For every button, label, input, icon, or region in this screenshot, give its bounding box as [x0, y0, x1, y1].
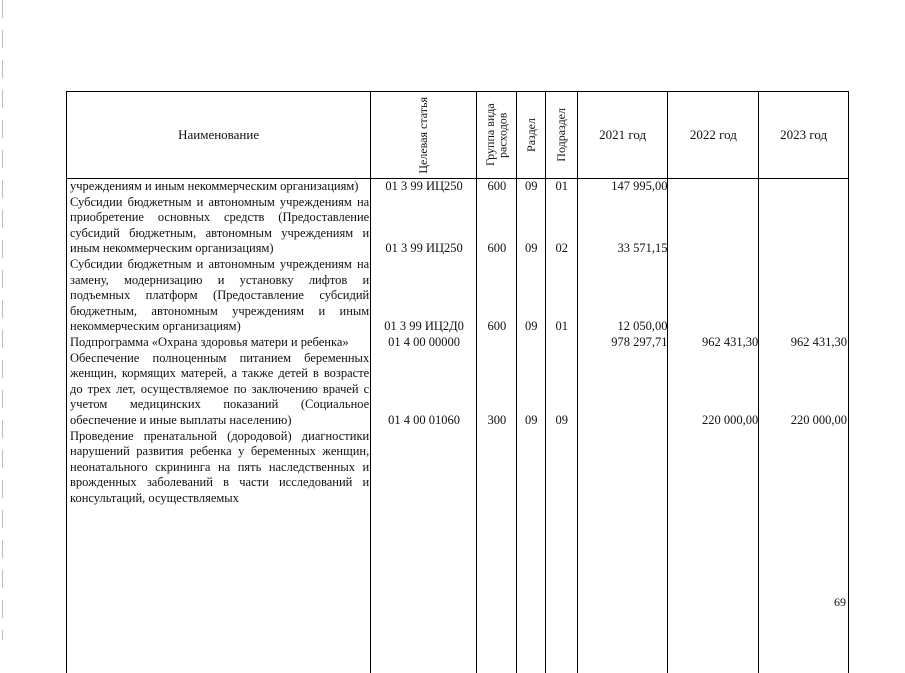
table-row: [67, 195, 848, 257]
row-name: Субсидии бюджетным и автономным учреждениям на приобретение основных средств (Предоставление субсидий бюджетным, автономным учреждениям и иным некоммерческим организациям): [70, 194, 370, 256]
row-group: 600: [487, 241, 507, 256]
page-number: 69: [834, 595, 846, 609]
row-name: Подпрограмма «Охрана здоровья матери и ребенка»: [70, 334, 349, 349]
row-2022: 962 431,30: [701, 334, 759, 349]
header-target: Целевая статья: [416, 96, 431, 174]
row-section: 09: [525, 241, 538, 256]
row-2021: 33 571,15: [617, 241, 668, 256]
row-target: 01 3 99 ИЦ250: [385, 179, 463, 193]
row-name: Субсидии бюджетным и автономным учреждениям на замену, модернизацию и установку лифтов и подъемных платформ (Предоставление субсидий бюджетным, автономным учреждениям и иным некоммерческим организациям): [70, 256, 370, 334]
row-section: 09: [525, 412, 538, 427]
row-target: 01 3 99 ИЦ2Д0: [384, 319, 464, 334]
row-2021: 147 995,00: [611, 179, 668, 193]
budget-table: [66, 91, 849, 673]
row-subsection: 01: [555, 319, 568, 334]
scan-edge-marks: [2, 0, 3, 640]
header-subsection: Подраздел: [553, 108, 568, 162]
row-subsection: 02: [555, 241, 568, 256]
row-target: 01 4 00 01060: [388, 412, 461, 427]
row-2023: 962 431,30: [790, 334, 847, 349]
header-2023: 2023 год: [780, 127, 828, 142]
row-section: 09: [525, 319, 538, 334]
row-name: учреждениям и иным некоммерческим организациям): [70, 179, 359, 193]
table-row: [67, 351, 848, 429]
table-header: [67, 92, 848, 179]
row-group: 300: [487, 412, 507, 427]
header-group: Группа вида расходов: [482, 103, 510, 167]
row-subsection: 09: [555, 412, 568, 427]
row-subsection: 01: [555, 179, 568, 193]
row-group: 600: [487, 179, 507, 193]
row-2021: 978 297,71: [611, 334, 668, 349]
row-2021: 12 050,00: [617, 319, 668, 334]
table-row: [67, 335, 848, 351]
row-section: 09: [525, 179, 538, 193]
table-row: [67, 429, 848, 507]
header-2021: 2021 год: [578, 92, 669, 178]
row-2023: 220 000,00: [790, 412, 847, 427]
header-2022: 2022 год: [668, 92, 759, 178]
header-section: Раздел: [523, 118, 538, 152]
table-body: [67, 179, 848, 673]
table-row: [67, 257, 848, 335]
table-row: [67, 179, 848, 195]
row-name: Обеспечение полноценным питанием беременных женщин, кормящих матерей, а также детей в возрасте до трех лет, осуществляемое по заключению врачей с учетом медицинских показаний (Социальное обеспечение и иные выплаты населению): [70, 350, 370, 427]
row-name: Проведение пренатальной (дородовой) диагностики нарушений развития ребенка у беременных женщин, неонатального скрининга на пять наследственных и врожденных заболеваний в части исследований и консультаций, осуществляемых: [70, 428, 370, 505]
header-name: Наименование: [67, 92, 371, 178]
row-target: 01 4 00 00000: [388, 334, 461, 349]
row-target: 01 3 99 ИЦ250: [385, 241, 463, 256]
row-group: 600: [487, 319, 507, 334]
row-2022: 220 000,00: [701, 412, 759, 427]
